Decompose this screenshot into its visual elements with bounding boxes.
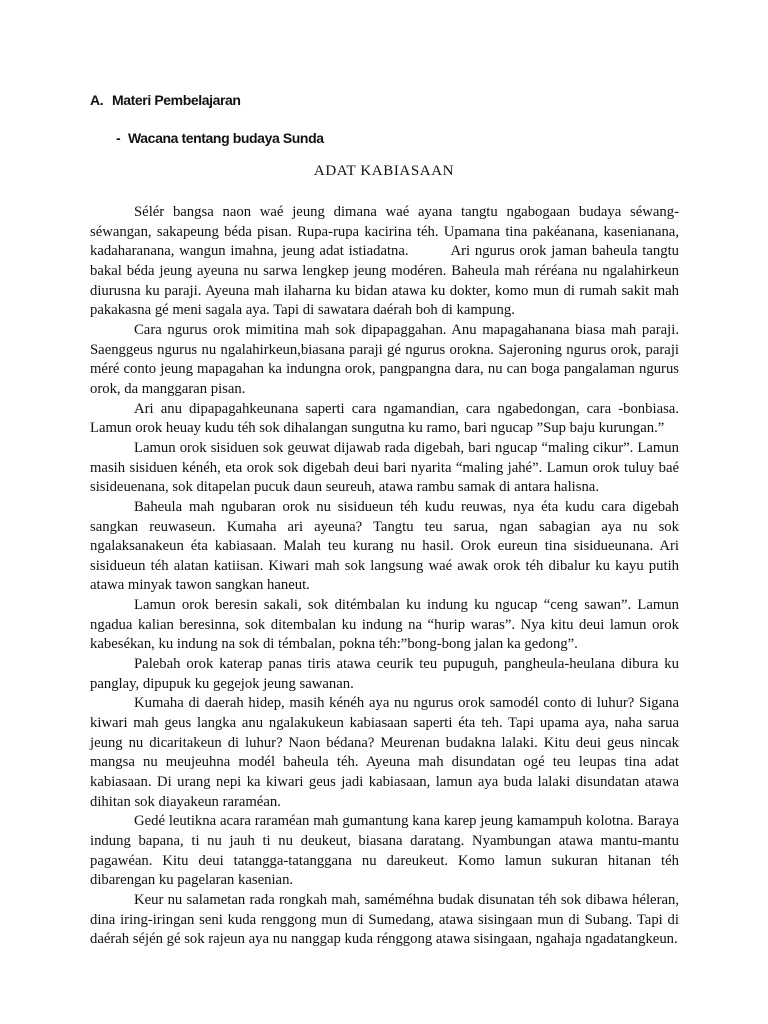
paragraph-1: Sélér bangsa naon waé jeung dimana waé ayana tangtu ngabogaan budaya séwang-séwangan, sakapeung béda pisan. Rupa-rupa kacirina téh. Upamana tina pakéanana, kasenianana, kadaharanana, wangun imahna, jeung adat istiadatna. Ari ngurus orok jaman baheula tangtu bakal béda jeung ayeuna nu sarwa lengkep jeung modéren. Baheula mah réréana nu ngalahirkeun diurusna ku paraji. Ayeuna mah ilaharna ku bidan atawa ku dokter, komo mun di rumah sakit mah pakakasna gé meni sagala aya. Tapi di sawatara daérah boh di kampung. [90,204,679,319]
body-text [90,203,679,950]
sub-heading-marker: - [116,130,121,146]
paragraph-7: Palebah orok katerap panas tiris atawa ceurik teu pupuguh, pangheula-heulana dibura ku panglay, dipupuk ku gegejok jeung sawanan. [90,656,679,692]
section-marker: A. [90,92,104,108]
paragraph-3: Ari anu dipapagahkeunana saperti cara ngamandian, cara ngabedongan, cara -bonbiasa. Lamun orok heuay kudu téh sok dihalangan sungutna ku ramo, bari ngucap ”Sup baju kurungan.” [90,400,679,437]
document-title: ADAT KABIASAAN [313,163,455,179]
sub-heading-text: Wacana tentang budaya Sunda [128,130,324,146]
sub-heading [116,130,324,146]
section-heading [90,92,241,108]
paragraph-2: Cara ngurus orok mimitina mah sok dipapaggahan. Anu mapagahanana biasa mah paraji. Saenggeus ngurus nu ngalahirkeun,biasana paraji gé ngurus orokna. Sajeroning ngurus orok, paraji méré conto jeung mapagahan ka indungna orok, pangpangna dara, nu can boga pangalaman ngurus orok, da manggaran pisan. [90,321,679,397]
paragraph-8: Kumaha di daerah hidep, masih kénéh aya nu ngurus orok samodél conto di luhur? Sigana kiwari mah geus langka anu ngalakukeun kabiasaan saperti éta teh. Tapi upama aya, naha sarua jeung nu dicaritakeun di luhur? Naon bédana? Meurenan budakna lalaki. Kitu deui geus nincak mangsa nu meujeuhna modél baheula téh. Ayeuna mah disundatan ogé teu leupas tina adat kabiasaan. Di urang nepi ka kiwari geus jadi kabiasaan, lamun aya buda lalaki disundatan atawa dihitan sok diayakeun raraméan. [90,695,679,810]
section-heading-text: Materi Pembelajaran [112,92,241,108]
paragraph-6: Lamun orok beresin sakali, sok ditémbalan ku indung ku ngucap “ceng sawan”. Lamun ngadua kalian beresinna, sok ditembalan ku indung na “hurip waras”. Nya kitu deui lamun orok kabesékan, ku indung na sok di témbalan, pokna téh:”bong-bong jalan ka gedong”. [90,597,679,653]
paragraph-10: Keur nu salametan rada rongkah mah, saméméhna budak disunatan téh sok dibawa héleran, dina iring-iringan seni kuda renggong mun di Sumedang, atawa sisingaan mun di Subang. Tapi di daérah séjén gé sok rajeun aya nu nanggap kuda rénggong atawa sisingaan, ngahaja ngadatangkeun. [90,891,679,948]
paragraph-5: Baheula mah ngubaran orok nu sisidueun téh kudu reuwas, nya éta kudu cara digebah sangkan reuwaseun. Kumaha ari ayeuna? Tangtu teu sarua, ngan sabagian aya nu sok ngalaksanakeun éta kabiasaan. Malah teu kurang nu hasil. Orok eureun tina sisidueunana. Ari sisidueun téh alatan katiisan. Kiwari mah sok langsung waé awak orok téh dibalur ku kayu putih atawa minyak tawon sangkan haneut. [90,498,679,594]
paragraph-9: Gedé leutikna acara raraméan mah gumantung kana karep jeung kamampuh kolotna. Baraya indung bapana, ti nu jauh ti nu deukeut, biasana daratang. Nyambungan atawa mantu-mantu pagawéan. Kitu deui tatangga-tatanggana nu dareukeut. Komo lamun sukuran hitanan téh dibarengan ku pagelaran kasenian. [90,813,679,889]
paragraph-4: Lamun orok sisiduen sok geuwat dijawab rada digebah, bari ngucap “maling cikur”. Lamun masih sisiduen kénéh, eta orok sok digebah deui bari nyarita “maling jahé”. Lamun orok tuluy baé sisideuenana, sok ditapelan pucuk daun seureuh, atawa rambu samak di antara halisna. [90,439,679,496]
